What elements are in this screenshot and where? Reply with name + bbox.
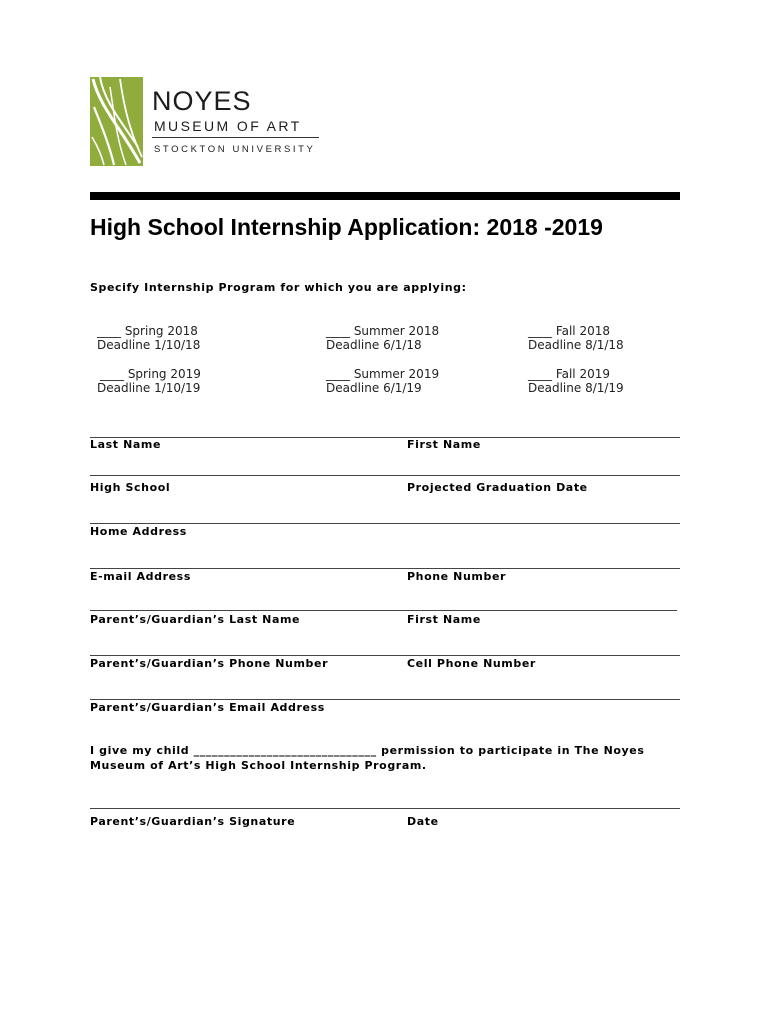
logo-subtitle: MUSEUM OF ART (154, 118, 302, 134)
program-term: ____ Summer 2018 (326, 324, 440, 338)
program-term: ____ Fall 2019 (528, 367, 610, 381)
logo-university: STOCKTON UNIVERSITY (154, 144, 316, 155)
signature-label: Parent’s/Guardian’s Signature (90, 815, 296, 828)
program-deadline: Deadline 1/10/18 (97, 338, 201, 352)
phone-label: Phone Number (407, 570, 507, 583)
program-option-spring-2019[interactable] (97, 367, 201, 395)
program-option-summer-2019[interactable] (326, 367, 439, 395)
guardian-first-name-label: First Name (407, 613, 481, 626)
program-option-fall-2018[interactable] (528, 324, 624, 352)
cell-phone-label: Cell Phone Number (407, 657, 536, 670)
program-option-spring-2018[interactable] (97, 324, 200, 352)
guardian-last-name-label: Parent’s/Guardian’s Last Name (90, 613, 301, 626)
program-term: ____ Fall 2018 (528, 324, 610, 338)
guardian-phone-label: Parent’s/Guardian’s Phone Number (90, 657, 329, 670)
permission-line-2: Museum of Art’s High School Internship Program. (90, 759, 427, 772)
logo-name: NOYES (152, 86, 252, 116)
program-term: ____ Summer 2019 (326, 367, 440, 381)
page-title: High School Internship Application: 2018 -2019 (90, 214, 603, 240)
email-label: E-mail Address (90, 570, 191, 583)
program-deadline: Deadline 8/1/19 (528, 381, 624, 395)
program-term: ____ Spring 2018 (97, 324, 198, 338)
logo-divider (152, 137, 319, 138)
email-phone-field[interactable] (90, 610, 677, 611)
last-name-field[interactable] (90, 475, 680, 476)
field-line (90, 437, 680, 438)
graduation-date-label: Projected Graduation Date (407, 481, 588, 494)
permission-line-1: I give my child ______________________________ permission to participate in The Noyes (90, 744, 645, 757)
guardian-name-field[interactable] (90, 655, 680, 656)
last-name-label: Last Name (90, 438, 162, 451)
first-name-label: First Name (407, 438, 481, 451)
guardian-email-label: Parent’s/Guardian’s Email Address (90, 701, 325, 714)
program-deadline: Deadline 8/1/18 (528, 338, 624, 352)
program-term: ____ Spring 2019 (100, 367, 201, 381)
program-deadline: Deadline 6/1/18 (326, 338, 422, 352)
permission-statement (90, 743, 645, 773)
date-label: Date (407, 815, 439, 828)
specify-program-label: Specify Internship Program for which you are applying: (90, 281, 467, 294)
header-rule (90, 192, 680, 200)
high-school-label: High School (90, 481, 171, 494)
museum-logo-mark (90, 77, 143, 166)
program-deadline: Deadline 6/1/19 (326, 381, 422, 395)
signature-field[interactable] (90, 808, 680, 809)
guardian-phone-field[interactable] (90, 699, 680, 700)
high-school-field[interactable] (90, 523, 680, 524)
program-option-fall-2019[interactable] (528, 367, 624, 395)
program-option-summer-2018[interactable] (326, 324, 439, 352)
home-address-label: Home Address (90, 525, 187, 538)
home-address-field[interactable] (90, 568, 680, 569)
program-deadline: Deadline 1/10/19 (97, 381, 201, 395)
